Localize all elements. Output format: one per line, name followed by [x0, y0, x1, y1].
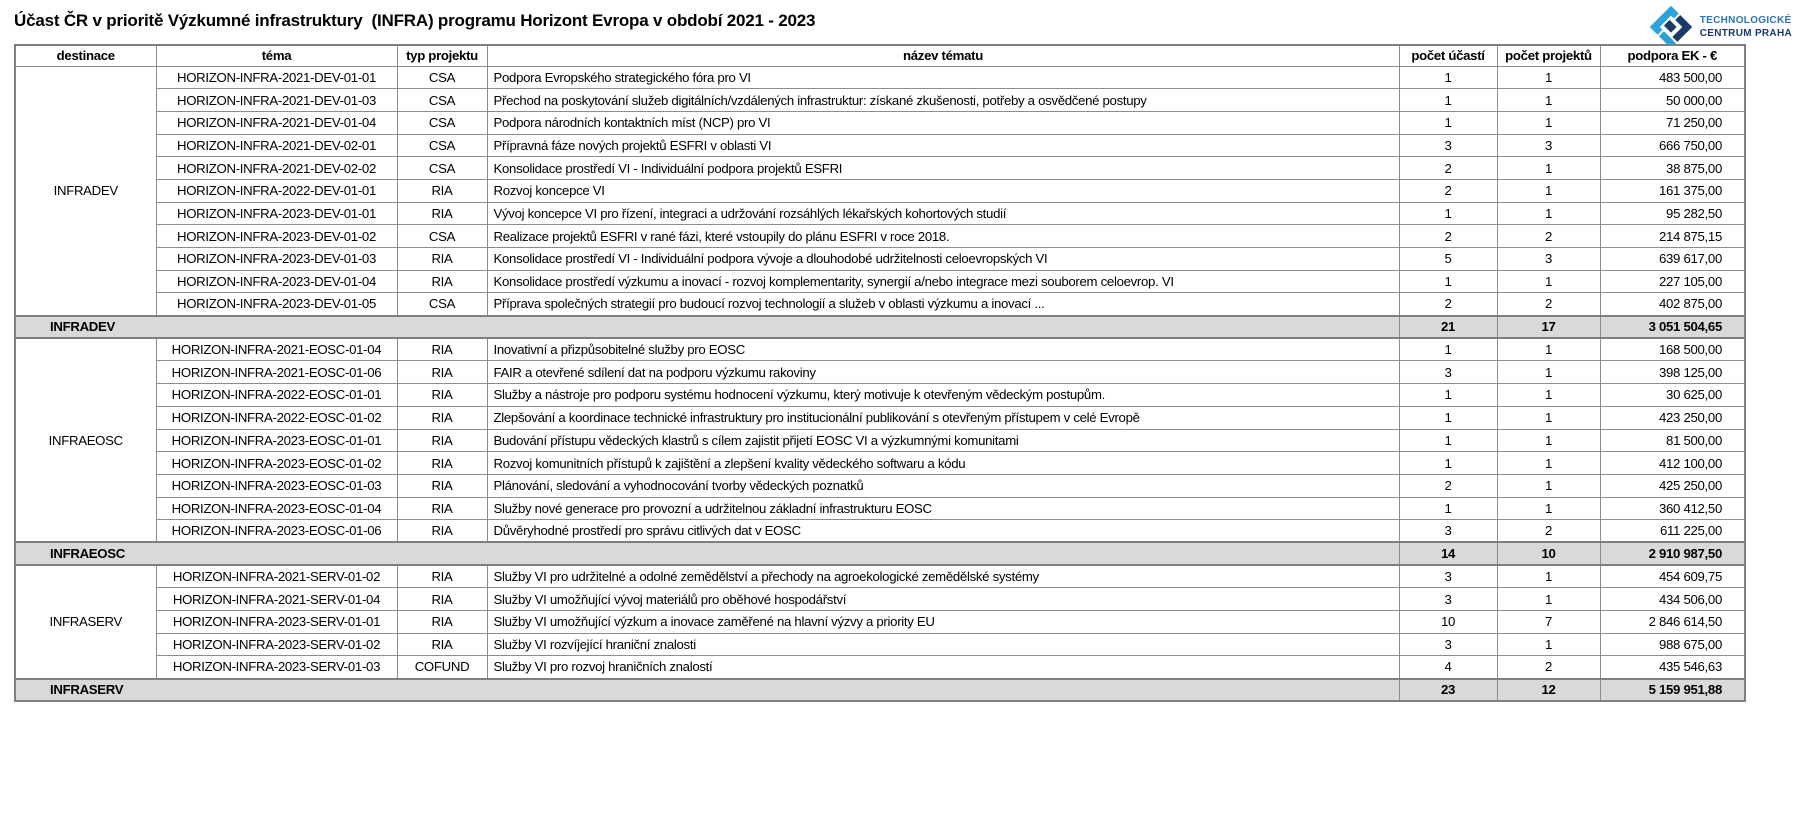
- participations-cell: 1: [1399, 338, 1497, 361]
- ec-support-cell: 425 250,00: [1600, 474, 1745, 497]
- ec-support-cell: 95 282,50: [1600, 202, 1745, 225]
- subtotal-ec-support: 2 910 987,50: [1600, 542, 1745, 565]
- topic-name-cell: Konsolidace prostředí VI - Individuální podpora vývoje a dlouhodobé udržitelnosti celoevropských VI: [487, 248, 1399, 271]
- table-row: [15, 429, 1745, 452]
- table-row: [15, 633, 1745, 656]
- column-header-0: destinace: [15, 45, 156, 66]
- ec-support-cell: 402 875,00: [1600, 293, 1745, 316]
- ec-support-cell: 38 875,00: [1600, 157, 1745, 180]
- projects-cell: 1: [1497, 497, 1600, 520]
- topic-code-cell: HORIZON-INFRA-2023-EOSC-01-06: [156, 520, 397, 543]
- project-type-cell: RIA: [397, 202, 487, 225]
- subtotal-label: INFRADEV: [15, 316, 1399, 339]
- table-row: [15, 248, 1745, 271]
- projects-cell: 1: [1497, 452, 1600, 475]
- topic-name-cell: Podpora národních kontaktních míst (NCP) pro VI: [487, 111, 1399, 134]
- participations-cell: 1: [1399, 452, 1497, 475]
- participations-cell: 2: [1399, 293, 1497, 316]
- projects-cell: 1: [1497, 474, 1600, 497]
- participations-cell: 4: [1399, 656, 1497, 679]
- topic-name-cell: Služby VI pro rozvoj hraničních znalostí: [487, 656, 1399, 679]
- participations-cell: 2: [1399, 179, 1497, 202]
- topic-code-cell: HORIZON-INFRA-2023-EOSC-01-03: [156, 474, 397, 497]
- topic-code-cell: HORIZON-INFRA-2023-DEV-01-01: [156, 202, 397, 225]
- infra-participation-table: [14, 44, 1746, 702]
- participations-cell: 3: [1399, 588, 1497, 611]
- topic-name-cell: Vývoj koncepce VI pro řízení, integraci a udržování rozsáhlých lékařských kohortových studií: [487, 202, 1399, 225]
- projects-cell: 1: [1497, 429, 1600, 452]
- column-header-5: počet projektů: [1497, 45, 1600, 66]
- ec-support-cell: 483 500,00: [1600, 66, 1745, 89]
- destination-cell: INFRAEOSC: [15, 338, 156, 542]
- topic-code-cell: HORIZON-INFRA-2021-SERV-01-02: [156, 565, 397, 588]
- table-row: [15, 338, 1745, 361]
- tc-praha-diamond-icon: [1648, 5, 1694, 49]
- projects-cell: 1: [1497, 361, 1600, 384]
- topic-code-cell: HORIZON-INFRA-2022-EOSC-01-01: [156, 384, 397, 407]
- projects-cell: 1: [1497, 338, 1600, 361]
- participations-cell: 3: [1399, 520, 1497, 543]
- ec-support-cell: 454 609,75: [1600, 565, 1745, 588]
- project-type-cell: RIA: [397, 588, 487, 611]
- table-row: [15, 611, 1745, 634]
- topic-name-cell: Plánování, sledování a vyhodnocování tvorby vědeckých poznatků: [487, 474, 1399, 497]
- table-row: [15, 179, 1745, 202]
- projects-cell: 1: [1497, 89, 1600, 112]
- ec-support-cell: 360 412,50: [1600, 497, 1745, 520]
- topic-code-cell: HORIZON-INFRA-2023-DEV-01-03: [156, 248, 397, 271]
- topic-name-cell: Služby a nástroje pro podporu systému hodnocení výzkumu, který motivuje k otevřeným vědeckým postupům.: [487, 384, 1399, 407]
- topic-name-cell: Přípravná fáze nových projektů ESFRI v oblasti VI: [487, 134, 1399, 157]
- project-type-cell: RIA: [397, 520, 487, 543]
- column-header-4: počet účastí: [1399, 45, 1497, 66]
- topic-name-cell: Inovativní a přizpůsobitelné služby pro EOSC: [487, 338, 1399, 361]
- participations-cell: 3: [1399, 633, 1497, 656]
- table-row: [15, 293, 1745, 316]
- ec-support-cell: 611 225,00: [1600, 520, 1745, 543]
- topic-code-cell: HORIZON-INFRA-2021-DEV-01-04: [156, 111, 397, 134]
- participations-cell: 3: [1399, 134, 1497, 157]
- project-type-cell: CSA: [397, 134, 487, 157]
- table-row: [15, 452, 1745, 475]
- table-body: [15, 66, 1745, 701]
- participations-cell: 1: [1399, 66, 1497, 89]
- projects-cell: 1: [1497, 66, 1600, 89]
- page-title: Účast ČR v prioritě Výzkumné infrastruktury (INFRA) programu Horizont Evropa v období 2021 - 2023: [14, 11, 816, 30]
- subtotal-participations: 23: [1399, 679, 1497, 702]
- topic-name-cell: Služby VI pro udržitelné a odolné zemědělství a přechody na agroekologické zemědělské systémy: [487, 565, 1399, 588]
- table-row: [15, 474, 1745, 497]
- table-row: [15, 497, 1745, 520]
- participations-cell: 2: [1399, 157, 1497, 180]
- topic-code-cell: HORIZON-INFRA-2021-DEV-01-03: [156, 89, 397, 112]
- ec-support-cell: 423 250,00: [1600, 406, 1745, 429]
- participations-cell: 1: [1399, 384, 1497, 407]
- ec-support-cell: 434 506,00: [1600, 588, 1745, 611]
- participations-cell: 3: [1399, 565, 1497, 588]
- column-header-6: podpora EK - €: [1600, 45, 1745, 66]
- topic-name-cell: Přechod na poskytování služeb digitálních/vzdálených infrastruktur: získané zkušenosti, potřeby a osvědčené postupy: [487, 89, 1399, 112]
- ec-support-cell: 50 000,00: [1600, 89, 1745, 112]
- topic-name-cell: Realizace projektů ESFRI v rané fázi, které vstoupily do plánu ESFRI v roce 2018.: [487, 225, 1399, 248]
- projects-cell: 1: [1497, 406, 1600, 429]
- ec-support-cell: 227 105,00: [1600, 270, 1745, 293]
- table-row: [15, 157, 1745, 180]
- projects-cell: 1: [1497, 157, 1600, 180]
- participations-cell: 1: [1399, 497, 1497, 520]
- projects-cell: 2: [1497, 656, 1600, 679]
- topic-name-cell: FAIR a otevřené sdílení dat na podporu výzkumu rakoviny: [487, 361, 1399, 384]
- topic-code-cell: HORIZON-INFRA-2021-DEV-02-01: [156, 134, 397, 157]
- logo-line-1: TECHNOLOGICKÉ: [1699, 15, 1792, 26]
- table-row: [15, 520, 1745, 543]
- subtotal-row: [15, 542, 1745, 565]
- destination-cell: INFRADEV: [15, 66, 156, 316]
- project-type-cell: RIA: [397, 497, 487, 520]
- projects-cell: 3: [1497, 248, 1600, 271]
- topic-name-cell: Příprava společných strategií pro budoucí rozvoj technologií a služeb v oblasti výzkumu a inovací ...: [487, 293, 1399, 316]
- topic-name-cell: Konsolidace prostředí výzkumu a inovací - rozvoj komplementarity, synergií a/nebo integrace mezi souborem celoevrop. VI: [487, 270, 1399, 293]
- topic-name-cell: Zlepšování a koordinace technické infrastruktury pro institucionální publikování s otevřeným přístupem v celé Evropě: [487, 406, 1399, 429]
- table-row: [15, 406, 1745, 429]
- projects-cell: 1: [1497, 588, 1600, 611]
- ec-support-cell: 161 375,00: [1600, 179, 1745, 202]
- ec-support-cell: 988 675,00: [1600, 633, 1745, 656]
- topic-code-cell: HORIZON-INFRA-2023-SERV-01-03: [156, 656, 397, 679]
- ec-support-cell: 412 100,00: [1600, 452, 1745, 475]
- column-header-1: téma: [156, 45, 397, 66]
- topic-code-cell: HORIZON-INFRA-2021-EOSC-01-06: [156, 361, 397, 384]
- subtotal-ec-support: 5 159 951,88: [1600, 679, 1745, 702]
- table-row: [15, 202, 1745, 225]
- project-type-cell: RIA: [397, 338, 487, 361]
- table-row: [15, 565, 1745, 588]
- topic-code-cell: HORIZON-INFRA-2023-DEV-01-04: [156, 270, 397, 293]
- project-type-cell: CSA: [397, 66, 487, 89]
- topic-code-cell: HORIZON-INFRA-2021-EOSC-01-04: [156, 338, 397, 361]
- projects-cell: 2: [1497, 520, 1600, 543]
- subtotal-participations: 21: [1399, 316, 1497, 339]
- table-row: [15, 656, 1745, 679]
- table-header-row: [15, 45, 1745, 66]
- project-type-cell: RIA: [397, 474, 487, 497]
- projects-cell: 1: [1497, 270, 1600, 293]
- topic-code-cell: HORIZON-INFRA-2022-DEV-01-01: [156, 179, 397, 202]
- ec-support-cell: 81 500,00: [1600, 429, 1745, 452]
- ec-support-cell: 214 875,15: [1600, 225, 1745, 248]
- table-row: [15, 270, 1745, 293]
- project-type-cell: RIA: [397, 611, 487, 634]
- projects-cell: 2: [1497, 293, 1600, 316]
- participations-cell: 1: [1399, 202, 1497, 225]
- projects-cell: 3: [1497, 134, 1600, 157]
- logo-line-2: CENTRUM PRAHA: [1699, 28, 1792, 39]
- ec-support-cell: 168 500,00: [1600, 338, 1745, 361]
- topic-name-cell: Služby VI rozvíjející hraniční znalosti: [487, 633, 1399, 656]
- topic-name-cell: Služby nové generace pro provozní a udržitelnou základní infrastrukturu EOSC: [487, 497, 1399, 520]
- subtotal-projects: 10: [1497, 542, 1600, 565]
- table-row: [15, 588, 1745, 611]
- subtotal-projects: 12: [1497, 679, 1600, 702]
- subtotal-label: INFRASERV: [15, 679, 1399, 702]
- ec-support-cell: 71 250,00: [1600, 111, 1745, 134]
- table-row: [15, 225, 1745, 248]
- project-type-cell: RIA: [397, 270, 487, 293]
- subtotal-projects: 17: [1497, 316, 1600, 339]
- destination-cell: INFRASERV: [15, 565, 156, 678]
- table-row: [15, 89, 1745, 112]
- participations-cell: 10: [1399, 611, 1497, 634]
- participations-cell: 2: [1399, 225, 1497, 248]
- project-type-cell: RIA: [397, 179, 487, 202]
- topic-code-cell: HORIZON-INFRA-2023-DEV-01-05: [156, 293, 397, 316]
- column-header-2: typ projektu: [397, 45, 487, 66]
- participations-cell: 3: [1399, 361, 1497, 384]
- table-row: [15, 66, 1745, 89]
- project-type-cell: RIA: [397, 248, 487, 271]
- projects-cell: 7: [1497, 611, 1600, 634]
- topic-name-cell: Podpora Evropského strategického fóra pro VI: [487, 66, 1399, 89]
- topic-name-cell: Konsolidace prostředí VI - Individuální podpora projektů ESFRI: [487, 157, 1399, 180]
- subtotal-row: [15, 316, 1745, 339]
- topic-code-cell: HORIZON-INFRA-2021-DEV-02-02: [156, 157, 397, 180]
- projects-cell: 1: [1497, 384, 1600, 407]
- table-row: [15, 361, 1745, 384]
- topic-name-cell: Rozvoj koncepce VI: [487, 179, 1399, 202]
- topic-code-cell: HORIZON-INFRA-2023-SERV-01-02: [156, 633, 397, 656]
- column-header-3: název tématu: [487, 45, 1399, 66]
- project-type-cell: CSA: [397, 225, 487, 248]
- projects-cell: 1: [1497, 565, 1600, 588]
- topic-name-cell: Důvěryhodné prostředí pro správu citlivých dat v EOSC: [487, 520, 1399, 543]
- logo-text: [1700, 14, 1792, 40]
- projects-cell: 1: [1497, 633, 1600, 656]
- ec-support-cell: 666 750,00: [1600, 134, 1745, 157]
- topic-code-cell: HORIZON-INFRA-2022-EOSC-01-02: [156, 406, 397, 429]
- table-row: [15, 384, 1745, 407]
- projects-cell: 1: [1497, 111, 1600, 134]
- project-type-cell: CSA: [397, 293, 487, 316]
- subtotal-ec-support: 3 051 504,65: [1600, 316, 1745, 339]
- project-type-cell: CSA: [397, 111, 487, 134]
- participations-cell: 1: [1399, 406, 1497, 429]
- participations-cell: 1: [1399, 270, 1497, 293]
- participations-cell: 5: [1399, 248, 1497, 271]
- subtotal-label: INFRAEOSC: [15, 542, 1399, 565]
- tc-praha-logo: [1648, 5, 1792, 49]
- project-type-cell: RIA: [397, 633, 487, 656]
- project-type-cell: CSA: [397, 157, 487, 180]
- projects-cell: 1: [1497, 202, 1600, 225]
- project-type-cell: RIA: [397, 406, 487, 429]
- topic-code-cell: HORIZON-INFRA-2023-EOSC-01-01: [156, 429, 397, 452]
- topic-name-cell: Rozvoj komunitních přístupů k zajištění a zlepšení kvality vědeckého softwaru a kódu: [487, 452, 1399, 475]
- table-row: [15, 111, 1745, 134]
- project-type-cell: RIA: [397, 452, 487, 475]
- ec-support-cell: 398 125,00: [1600, 361, 1745, 384]
- projects-cell: 2: [1497, 225, 1600, 248]
- ec-support-cell: 639 617,00: [1600, 248, 1745, 271]
- participations-cell: 1: [1399, 429, 1497, 452]
- participations-cell: 1: [1399, 89, 1497, 112]
- project-type-cell: RIA: [397, 384, 487, 407]
- topic-code-cell: HORIZON-INFRA-2023-EOSC-01-02: [156, 452, 397, 475]
- topic-name-cell: Budování přístupu vědeckých klastrů s cílem zajistit přijetí EOSC VI a výzkumnými komunitami: [487, 429, 1399, 452]
- topic-code-cell: HORIZON-INFRA-2021-DEV-01-01: [156, 66, 397, 89]
- project-type-cell: RIA: [397, 565, 487, 588]
- ec-support-cell: 2 846 614,50: [1600, 611, 1745, 634]
- subtotal-participations: 14: [1399, 542, 1497, 565]
- project-type-cell: CSA: [397, 89, 487, 112]
- projects-cell: 1: [1497, 179, 1600, 202]
- participations-cell: 1: [1399, 111, 1497, 134]
- topic-code-cell: HORIZON-INFRA-2021-SERV-01-04: [156, 588, 397, 611]
- table-row: [15, 134, 1745, 157]
- topic-code-cell: HORIZON-INFRA-2023-SERV-01-01: [156, 611, 397, 634]
- subtotal-row: [15, 679, 1745, 702]
- topic-code-cell: HORIZON-INFRA-2023-DEV-01-02: [156, 225, 397, 248]
- participations-cell: 2: [1399, 474, 1497, 497]
- topic-name-cell: Služby VI umožňující vývoj materiálů pro oběhové hospodářství: [487, 588, 1399, 611]
- project-type-cell: COFUND: [397, 656, 487, 679]
- topic-code-cell: HORIZON-INFRA-2023-EOSC-01-04: [156, 497, 397, 520]
- ec-support-cell: 435 546,63: [1600, 656, 1745, 679]
- ec-support-cell: 30 625,00: [1600, 384, 1745, 407]
- project-type-cell: RIA: [397, 429, 487, 452]
- topic-name-cell: Služby VI umožňující výzkum a inovace zaměřené na hlavní výzvy a priority EU: [487, 611, 1399, 634]
- project-type-cell: RIA: [397, 361, 487, 384]
